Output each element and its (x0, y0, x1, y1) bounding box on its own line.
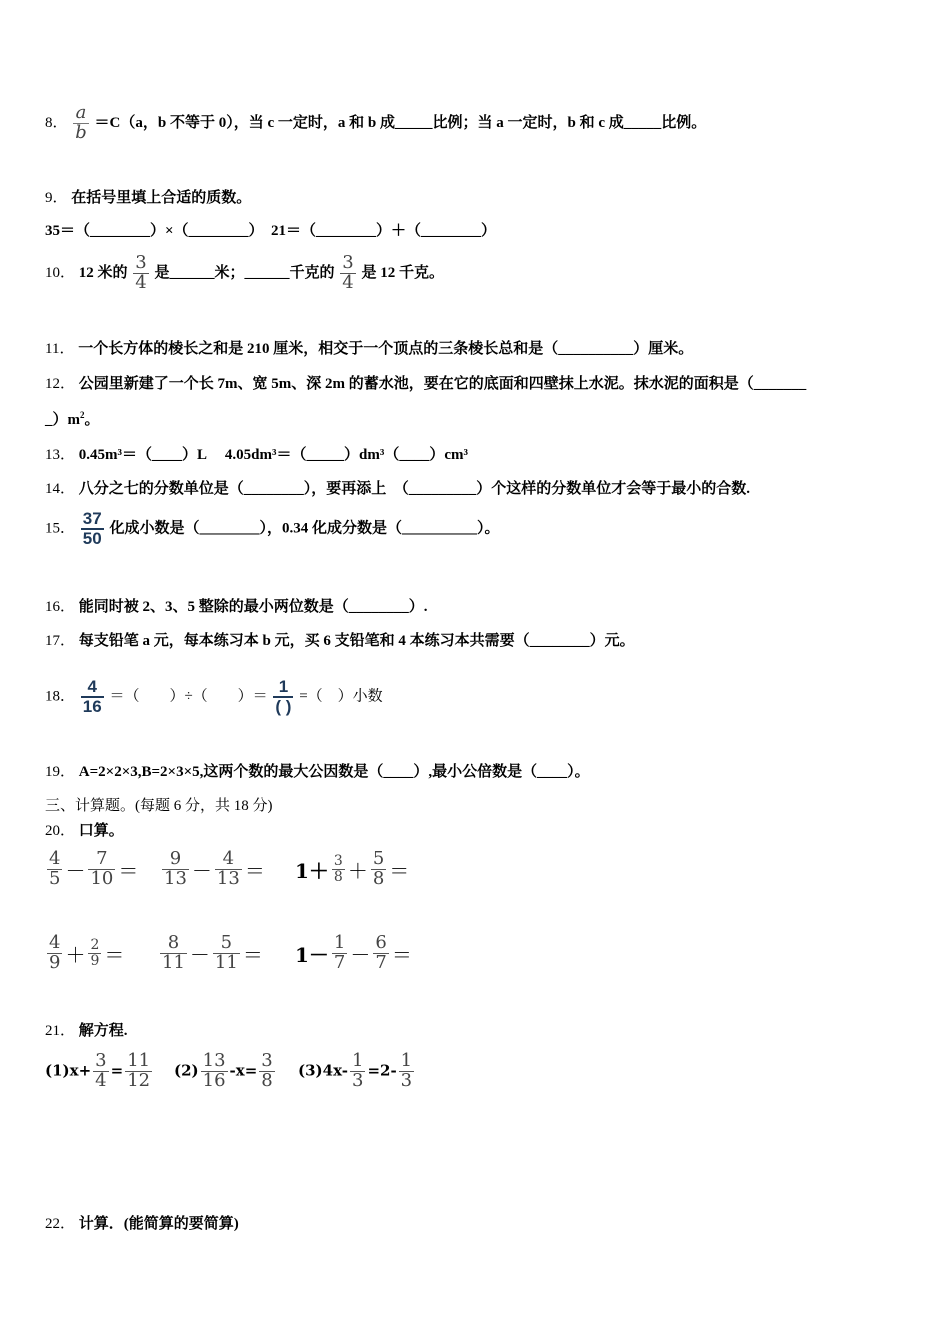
question-number: 12． (45, 376, 76, 392)
question-number: 19． (45, 764, 76, 780)
equation-3: (3)4x- $\frac{1}{3}$ =2- $\frac{1}{3}$ (298, 1050, 413, 1091)
question-text: 计算．(能简算的要简算) (78, 1216, 239, 1232)
question-9-blanks: 35＝（________）×（________） 21＝（________）＋（________） (45, 223, 497, 239)
question-number: 18． (45, 688, 76, 705)
fraction-three-quarters: $\frac{3}{4}$ (135, 252, 147, 293)
question-number: 9． (45, 190, 68, 206)
question-text-part2: =（ ）小数 (299, 688, 383, 705)
question-text: 化成小数是（________），0.34 化成分数是（__________）。 (109, 520, 500, 537)
question-number: 20． (45, 823, 76, 839)
question-text: 一个长方体的棱长之和是 210 厘米，相交于一个顶点的三条棱长总和是（__________）厘米。 (78, 341, 694, 357)
section-heading: 三、计算题。(每题 6 分，共 18 分) (45, 798, 273, 814)
question-text: 能同时被 2、3、5 整除的最小两位数是（________）. (78, 599, 428, 615)
equation-2: (2) $\frac{13}{16}$ -x= $\frac{3}{8}$ (174, 1050, 273, 1091)
question-21 (45, 1019, 128, 1040)
question-10 (45, 254, 444, 293)
question-number: 8． (45, 114, 68, 131)
fraction-three-quarters: $\frac{3}{4}$ (342, 252, 354, 293)
question-17 (45, 629, 635, 650)
question-number: 15． (45, 520, 76, 537)
question-number: 14． (45, 481, 76, 497)
question-text-part2: 是______米；______千克的 (154, 264, 335, 281)
question-text: 八分之七的分数单位是（________），要再添上 （_________）个这样的分数单位才会等于最小的合数. (78, 481, 751, 497)
fraction-4-16: $\frac{4}{16}$ (82, 677, 102, 716)
question-19 (45, 760, 590, 781)
question-text: A=2×2×3,B=2×3×5,这两个数的最大公因数是（____）,最小公倍数是（____）。 (78, 764, 590, 780)
question-number: 10． (45, 264, 76, 281)
question-text: ＝C（a，b 不等于 0），当 c 一定时，a 和 b 成_____比例；当 a 一定时，b 和 c 成_____比例。 (94, 114, 707, 131)
question-9 (45, 186, 251, 207)
question-number: 16． (45, 599, 76, 615)
fraction-37-50: $\frac{37}{50}$ (82, 509, 102, 548)
question-18 (45, 678, 383, 716)
calc-item: $\frac{9}{13}$ － $\frac{4}{13}$ ＝ (164, 848, 265, 889)
question-text: 0.45m³＝（____）L 4.05dm³＝（_____）dm³（____）cm³ (78, 447, 469, 463)
question-text-part1: 12 米的 (78, 264, 128, 281)
question-22 (45, 1212, 239, 1233)
question-number: 22． (45, 1216, 76, 1232)
fraction-a-over-b: $\frac{a}{b}$ (75, 102, 87, 143)
question-text-part3: 是 12 千克。 (361, 264, 444, 281)
question-15 (45, 510, 499, 548)
question-text: 解方程. (78, 1023, 128, 1039)
calc-item: $\frac{4}{5}$ － $\frac{7}{10}$ ＝ (49, 848, 139, 889)
calc-item: 1－ $\frac{1}{7}$ － $\frac{6}{7}$ ＝ (295, 932, 412, 973)
question-13 (45, 443, 468, 464)
fraction-1-over-blank: $\frac{1}{( )}$ (275, 677, 292, 716)
calc-item: 1＋ $\frac{3}{8}$ ＋ $\frac{5}{8}$ ＝ (295, 848, 410, 889)
calc-item: $\frac{4}{9}$ ＋ $\frac{2}{9}$ ＝ (49, 932, 125, 973)
question-number: 21． (45, 1023, 76, 1039)
question-number: 11． (45, 341, 75, 357)
question-12 (45, 372, 806, 393)
question-8 (45, 104, 706, 143)
question-text: 口算。 (78, 823, 124, 839)
question-16 (45, 595, 428, 616)
question-20 (45, 819, 124, 840)
question-text: 公园里新建了一个长 7m、宽 5m、深 2m 的蓄水池，要在它的底面和四壁抹上水泥。抹水泥的面积是（_______ (78, 376, 807, 392)
question-text: 每支铅笔 a 元，每本练习本 b 元，买 6 支铅笔和 4 本练习本共需要（________）元。 (78, 633, 635, 649)
question-text: 在括号里填上合适的质数。 (71, 190, 252, 206)
question-number: 17． (45, 633, 76, 649)
question-11 (45, 337, 693, 358)
question-number: 13． (45, 447, 76, 463)
question-12-continued: $\_)m^2$。 (45, 410, 100, 428)
question-text-part1: ＝（ ）÷（ ）＝ (109, 688, 268, 705)
question-14 (45, 477, 750, 498)
equation-1: (1)x+ $\frac{3}{4}$ = $\frac{11}{12}$ (45, 1050, 151, 1091)
calc-item: $\frac{8}{11}$ － $\frac{5}{11}$ ＝ (162, 932, 263, 973)
